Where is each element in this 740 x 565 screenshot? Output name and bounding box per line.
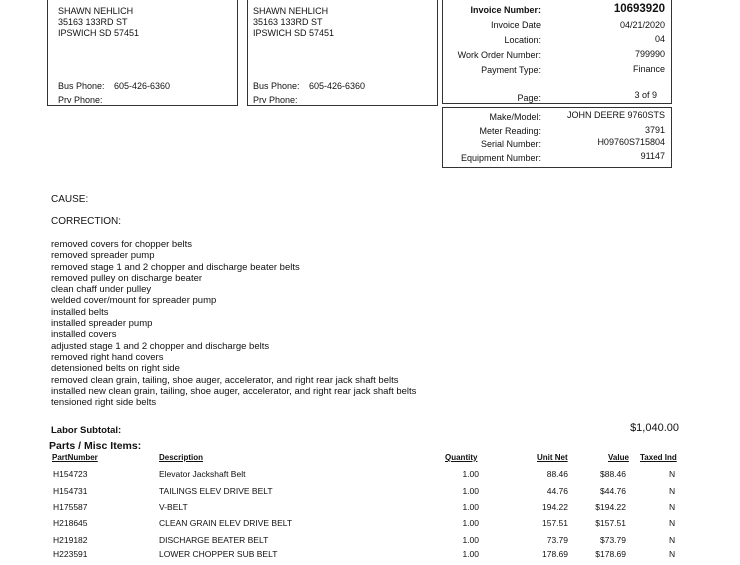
header-value: Value: [608, 453, 629, 462]
part-value: $88.46: [600, 469, 626, 479]
part-number: H218645: [53, 518, 88, 528]
equipment-number: 91147: [640, 151, 665, 161]
work-line: installed new clean grain, tailing, shoe auger, accelerator, and right rear jack shaft belts: [51, 385, 417, 397]
table-row: [0, 518, 740, 534]
part-unit-net: 194.22: [542, 502, 568, 512]
work-order-number: 799990: [634, 49, 665, 59]
work-line: removed clean grain, tailing, shoe auger, accelerator, and right rear jack shaft belts: [51, 374, 399, 386]
part-quantity: 1.00: [462, 535, 479, 545]
page-label: Page:: [517, 93, 541, 103]
labor-subtotal-label: Labor Subtotal:: [51, 425, 122, 436]
bus-phone-label: Bus Phone:: [253, 81, 300, 91]
work-order-label: Work Order Number:: [457, 50, 541, 60]
header-description: Description: [159, 453, 204, 462]
bus-phone-label: Bus Phone:: [58, 81, 105, 91]
customer-name: SHAWN NEHLICH: [253, 6, 329, 16]
page-number: 3 of 9: [634, 90, 657, 100]
invoice-number: 10693920: [613, 3, 665, 15]
work-line: removed pulley on discharge beater: [51, 272, 203, 284]
work-line: adjusted stage 1 and 2 chopper and discharge belts: [51, 340, 270, 352]
work-line: installed covers: [51, 329, 117, 341]
part-description: DISCHARGE BEATER BELT: [159, 535, 269, 545]
header-taxed-ind: Taxed Ind: [640, 453, 677, 462]
part-taxed: N: [669, 518, 676, 528]
equipment-number-label: Equipment Number:: [460, 153, 541, 163]
customer-box-2: [247, 0, 438, 106]
part-number: H154731: [53, 486, 88, 496]
labor-subtotal: $1,040.00: [630, 422, 679, 434]
part-quantity: 1.00: [462, 469, 479, 479]
part-description: V-BELT: [159, 502, 188, 512]
work-line: removed right hand covers: [51, 351, 164, 363]
part-quantity: 1.00: [462, 486, 479, 496]
header-part-number: PartNumber: [52, 453, 98, 462]
location: 04: [654, 34, 665, 44]
customer-name: SHAWN NEHLICH: [58, 6, 134, 16]
part-value: $157.51: [595, 518, 626, 528]
bus-phone: 605-426-6360: [114, 81, 171, 91]
invoice-box: [442, 0, 672, 104]
part-number: H154723: [53, 469, 88, 479]
table-row: [0, 469, 740, 485]
equipment-box: [442, 107, 672, 168]
customer-city: IPSWICH SD 57451: [58, 28, 140, 38]
work-line: installed spreader pump: [51, 318, 153, 330]
work-line: installed belts: [51, 306, 109, 318]
part-taxed: N: [669, 469, 676, 479]
part-value: $194.22: [595, 502, 626, 512]
part-unit-net: 178.69: [542, 549, 568, 559]
part-number: H219182: [53, 535, 88, 545]
work-line: detensioned belts on right side: [51, 363, 180, 375]
part-value: $73.79: [600, 535, 626, 545]
payment-type: Finance: [632, 64, 665, 74]
part-value: $44.76: [600, 486, 626, 496]
part-unit-net: 88.46: [546, 469, 568, 479]
work-line: tensioned right side belts: [51, 397, 157, 409]
part-taxed: N: [669, 486, 676, 496]
work-line: removed stage 1 and 2 chopper and discharge beater belts: [51, 261, 300, 273]
part-description: Elevator Jackshaft Belt: [159, 469, 246, 479]
part-description: CLEAN GRAIN ELEV DRIVE BELT: [159, 518, 293, 528]
table-row: [0, 549, 740, 565]
bus-phone: 605-426-6360: [309, 81, 366, 91]
serial-number-label: Serial Number:: [480, 139, 541, 149]
part-quantity: 1.00: [462, 518, 479, 528]
payment-type-label: Payment Type:: [481, 65, 541, 75]
invoice-number-label: Invoice Number:: [470, 5, 541, 15]
part-value: $178.69: [595, 549, 626, 559]
correction-label: CORRECTION:: [51, 216, 121, 227]
make-model: JOHN DEERE 9760STS: [566, 110, 665, 120]
work-line: removed covers for chopper belts: [51, 239, 192, 250]
meter-reading-label: Meter Reading:: [479, 126, 541, 136]
part-description: TAILINGS ELEV DRIVE BELT: [159, 486, 273, 496]
parts-title: Parts / Misc Items:: [49, 440, 142, 452]
work-line: welded cover/mount for spreader pump: [51, 295, 217, 307]
part-number: H223591: [53, 549, 88, 559]
invoice-date: 04/21/2020: [619, 20, 665, 30]
invoice-date-label: Invoice Date: [490, 20, 541, 30]
part-taxed: N: [669, 549, 676, 559]
part-unit-net: 44.76: [546, 486, 568, 496]
customer-box-1: [47, 0, 238, 106]
header-quantity: Quantity: [445, 453, 478, 462]
correction-work-list: [51, 239, 416, 408]
prv-phone-label: Prv Phone:: [253, 95, 298, 105]
part-description: LOWER CHOPPER SUB BELT: [159, 549, 278, 559]
part-unit-net: 73.79: [546, 535, 568, 545]
customer-city: IPSWICH SD 57451: [253, 28, 335, 38]
part-taxed: N: [669, 502, 676, 512]
header-unit-net: Unit Net: [537, 453, 568, 462]
location-label: Location:: [504, 35, 541, 45]
part-unit-net: 157.51: [542, 518, 568, 528]
work-line: removed spreader pump: [51, 250, 155, 262]
part-quantity: 1.00: [462, 502, 479, 512]
make-model-label: Make/Model:: [489, 112, 541, 122]
part-quantity: 1.00: [462, 549, 479, 559]
work-line: clean chaff under pulley: [51, 284, 152, 296]
part-taxed: N: [669, 535, 676, 545]
customer-street: 35163 133RD ST: [58, 17, 128, 27]
serial-number: H09760S715804: [597, 137, 665, 147]
prv-phone-label: Prv Phone:: [58, 95, 103, 105]
table-row: [0, 502, 740, 518]
cause-label: CAUSE:: [51, 194, 89, 205]
meter-reading: 3791: [644, 125, 665, 135]
customer-street: 35163 133RD ST: [253, 17, 323, 27]
part-number: H175587: [53, 502, 88, 512]
table-row: [0, 486, 740, 502]
